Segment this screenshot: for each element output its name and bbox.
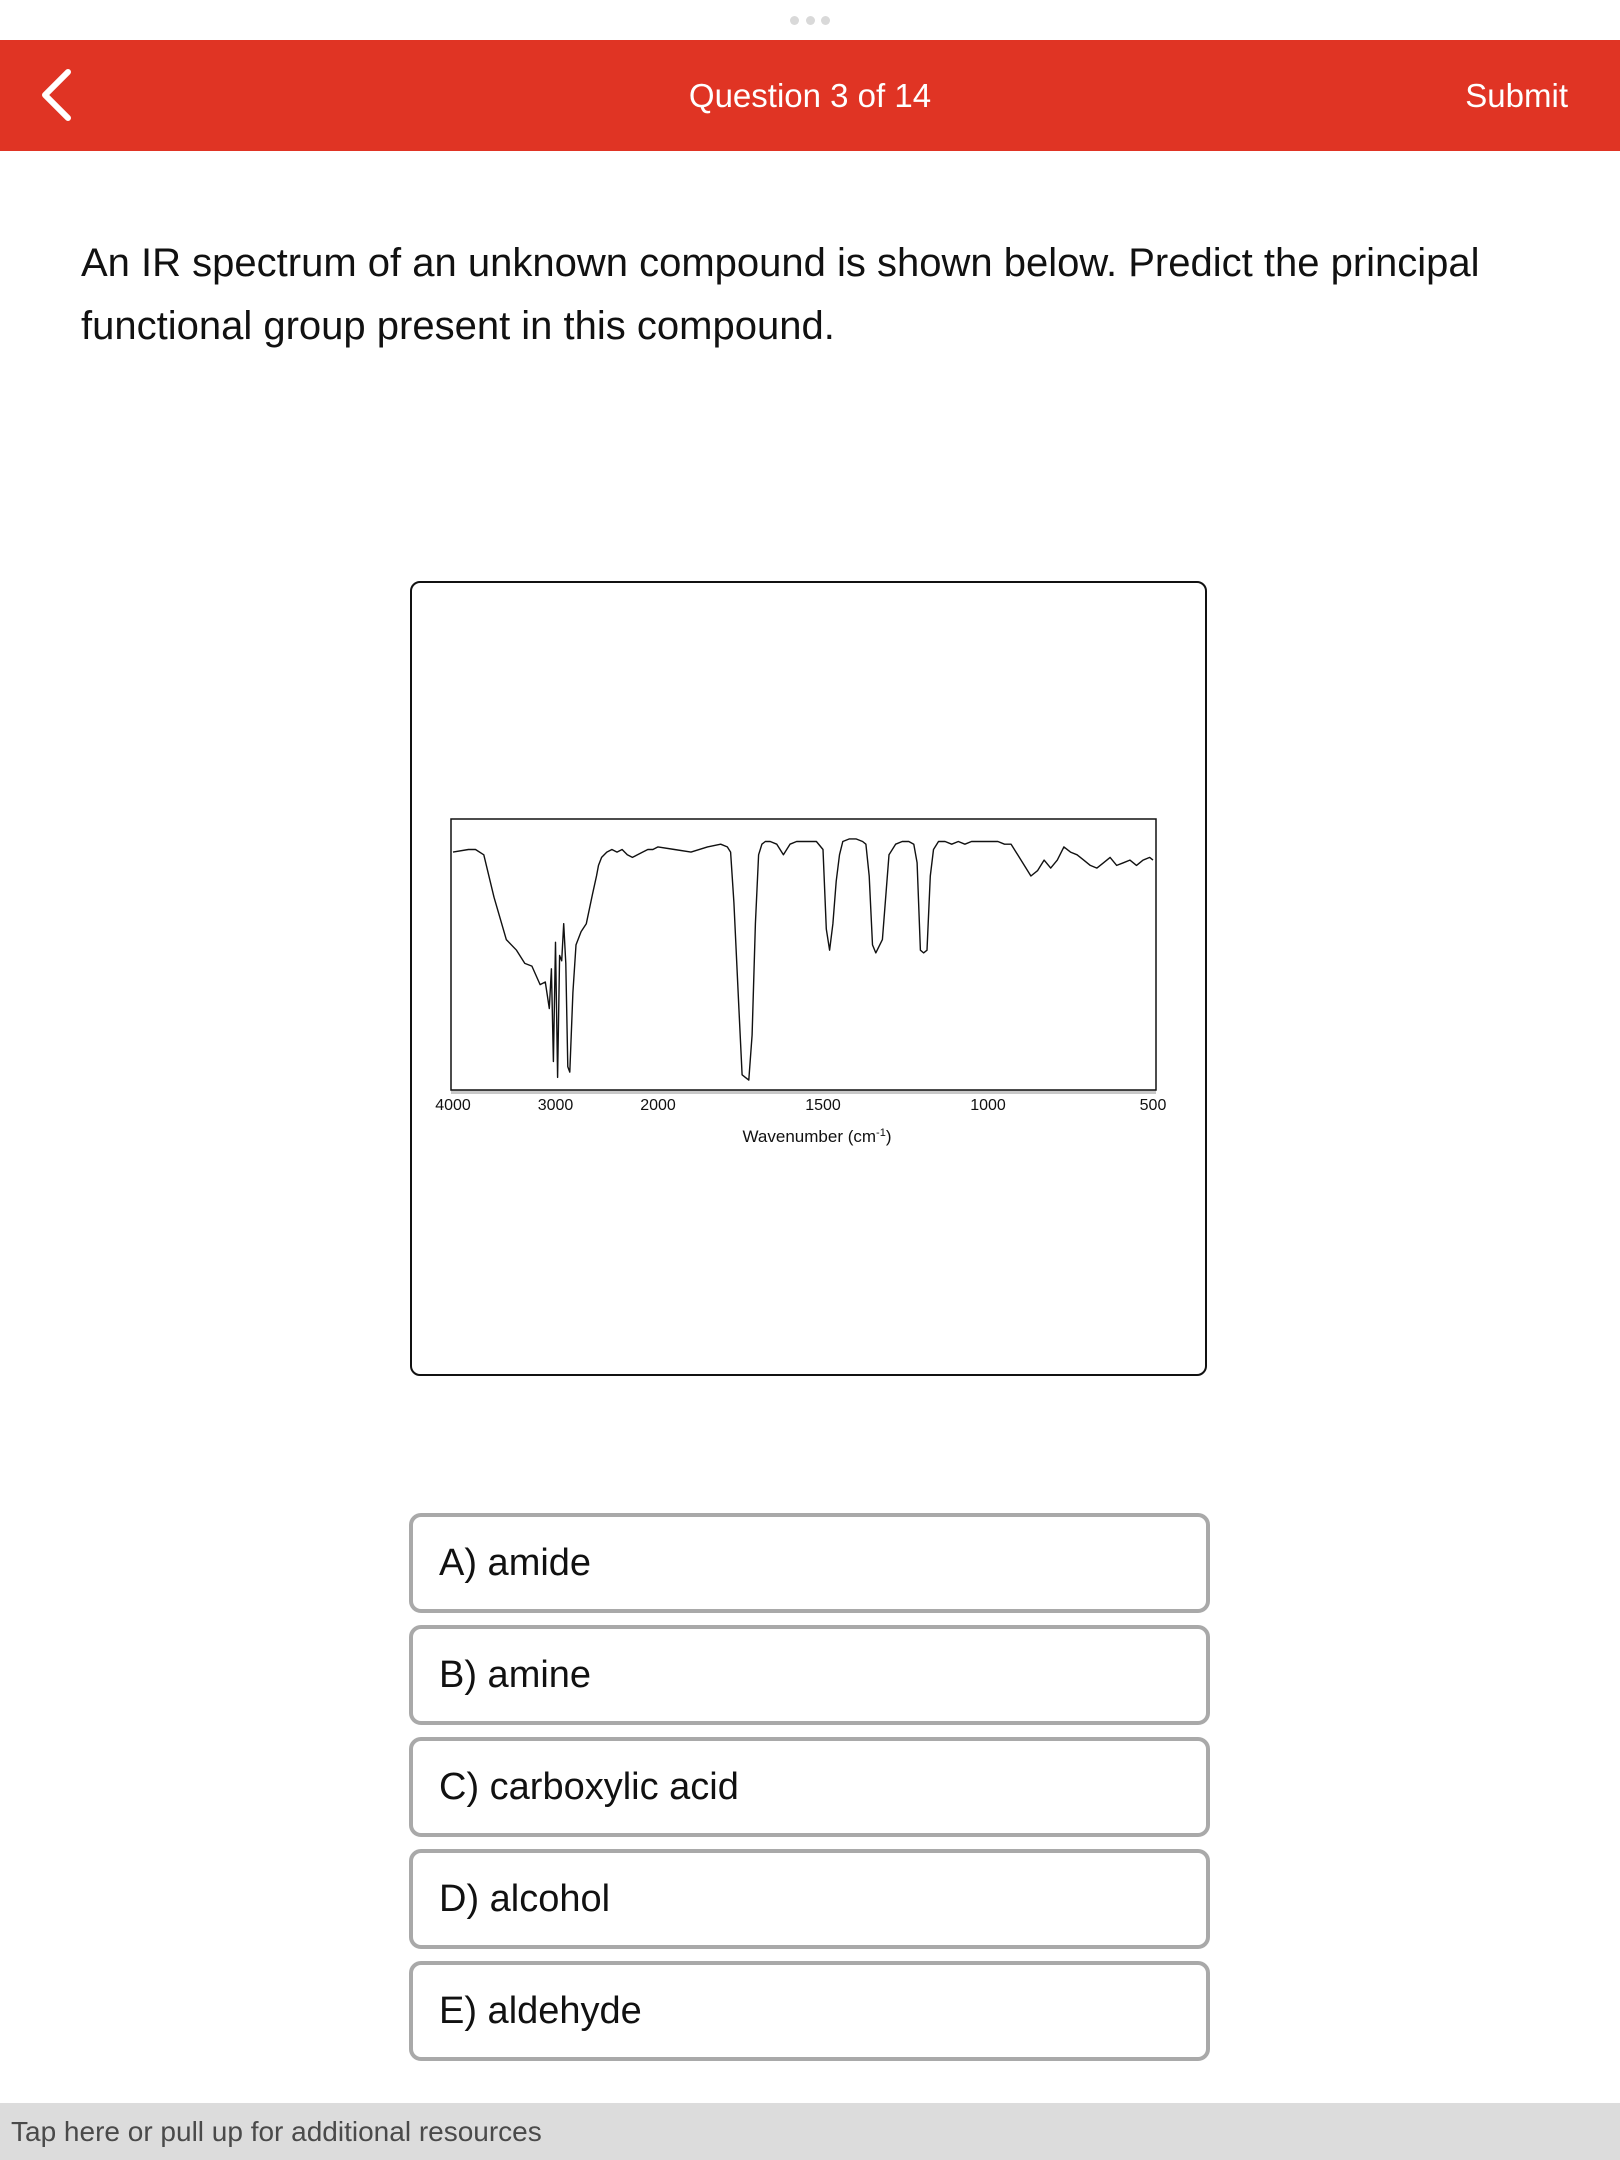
x-tick-label: 2000 [640,1097,676,1114]
question-text: An IR spectrum of an unknown compound is shown below. Predict the principal functional group present in this compound. [81,241,1480,348]
resources-text: Tap here or pull up for additional resources [11,2116,542,2147]
top-bar [0,40,1620,151]
question-counter: Question 3 of 14 [688,77,932,114]
x-tick-label: 3000 [537,1097,574,1114]
dot [790,16,799,25]
x-tick-label: 1500 [805,1097,841,1114]
x-tick-label: 1000 [970,1097,1006,1114]
x-tick-label: 4000 [435,1097,471,1114]
choice-label: D) alcohol [439,1878,611,1920]
choice-label: B) amine [439,1654,592,1696]
choice-label: E) aldehyde [439,1990,642,2032]
x-tick-labels [435,1097,1166,1114]
choice-d[interactable] [409,1849,1210,1949]
choice-e[interactable] [409,1961,1210,2061]
ir-spectrum-chart [412,583,1209,1378]
multitasking-dots[interactable] [790,14,830,26]
ir-spectrum-figure [410,581,1207,1376]
choice-b[interactable] [409,1625,1210,1725]
dot [821,16,830,25]
choice-label: A) amide [439,1542,592,1584]
additional-resources-bar[interactable] [0,2103,1620,2160]
choice-label: C) carboxylic acid [439,1766,739,1808]
choice-c[interactable] [409,1737,1210,1837]
answer-choices [409,1513,1210,2073]
choice-a[interactable] [409,1513,1210,1613]
x-axis-label: Wavenumber $(cm^{-1})$ [742,1127,892,1146]
x-tick-label: 500 [1139,1097,1167,1114]
dot [806,16,815,25]
submit-button[interactable]: Submit [1465,77,1568,114]
